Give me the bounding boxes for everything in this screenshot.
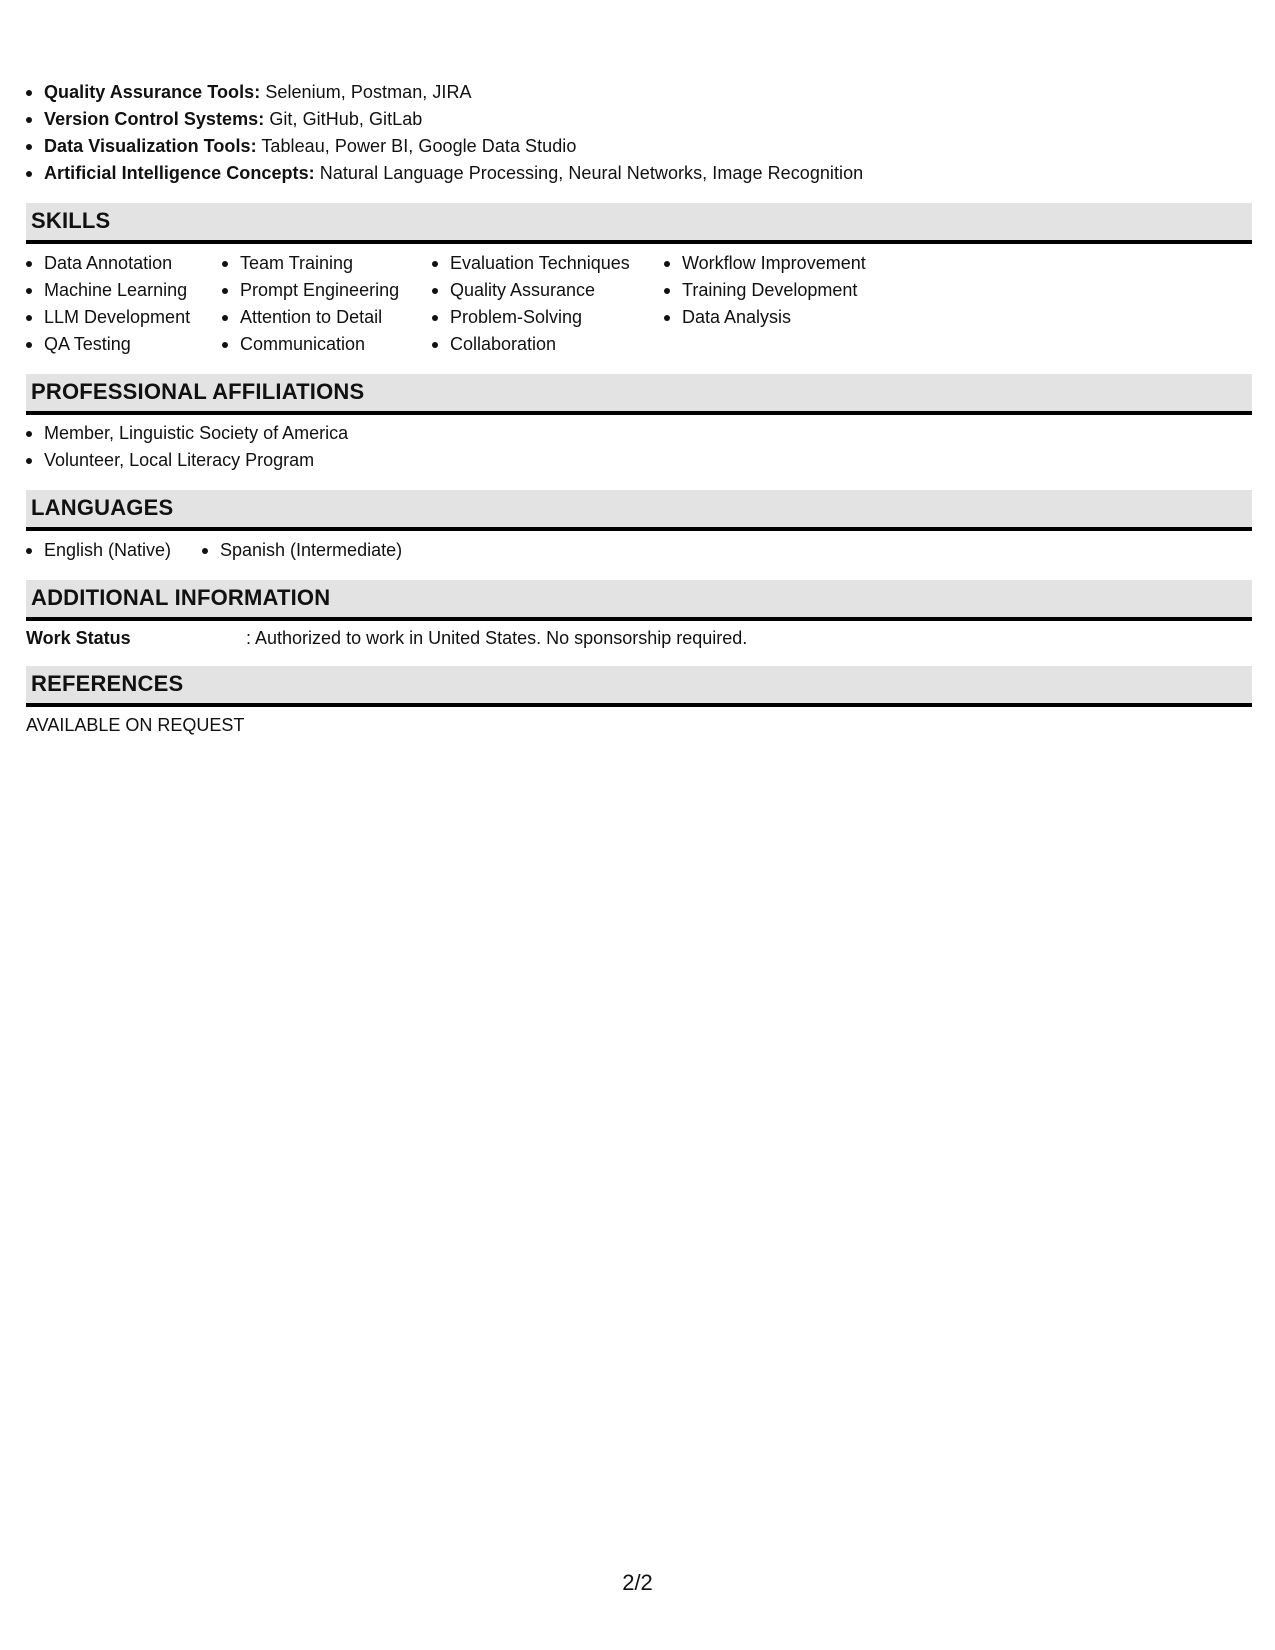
references-section-title: REFERENCES: [31, 671, 184, 696]
skill-item: Collaboration: [432, 331, 630, 358]
languages-section-header: [26, 490, 1252, 531]
tools-item: [26, 160, 863, 187]
skills-column: [222, 250, 399, 358]
references-text: AVAILABLE ON REQUEST: [26, 715, 245, 735]
tools-item: [26, 133, 863, 160]
tools-item-label: Version Control Systems:: [44, 109, 265, 129]
tools-item: [26, 106, 863, 133]
skill-item: Prompt Engineering: [222, 277, 399, 304]
skill-item: Data Annotation: [26, 250, 190, 277]
skills-column: [432, 250, 630, 358]
tools-item-label: Artificial Intelligence Concepts:: [44, 163, 315, 183]
skill-item: Attention to Detail: [222, 304, 399, 331]
skills-column: [26, 250, 190, 358]
affiliations-section-header: [26, 374, 1252, 415]
language-item: Spanish (Intermediate): [202, 537, 402, 564]
skills-column: [664, 250, 866, 331]
tools-item-value: Tableau, Power BI, Google Data Studio: [261, 136, 577, 156]
skills-section-title: SKILLS: [31, 208, 111, 233]
tools-item-value: Natural Language Processing, Neural Networks, Image Recognition: [319, 163, 864, 183]
affiliation-item: Member, Linguistic Society of America: [26, 420, 348, 447]
skill-item: Quality Assurance: [432, 277, 630, 304]
references-section-header: [26, 666, 1252, 707]
skill-item: Workflow Improvement: [664, 250, 866, 277]
additional-info-section-title: ADDITIONAL INFORMATION: [31, 585, 331, 610]
skill-item: Data Analysis: [664, 304, 866, 331]
skill-item: Training Development: [664, 277, 866, 304]
skill-item: Machine Learning: [26, 277, 190, 304]
tools-item: [26, 79, 863, 106]
tools-list: [26, 79, 863, 187]
tools-item-value: Git, GitHub, GitLab: [269, 109, 423, 129]
skill-item: Team Training: [222, 250, 399, 277]
skills-section-header: [26, 203, 1252, 244]
skill-item: LLM Development: [26, 304, 190, 331]
tools-item-value: Selenium, Postman, JIRA: [265, 82, 472, 102]
skill-item: QA Testing: [26, 331, 190, 358]
work-status-label: Work Status: [26, 628, 131, 648]
tools-item-label: Quality Assurance Tools:: [44, 82, 261, 102]
language-item: English (Native): [26, 537, 171, 564]
skill-item: Evaluation Techniques: [432, 250, 630, 277]
affiliation-item: Volunteer, Local Literacy Program: [26, 447, 348, 474]
work-status-value: : Authorized to work in United States. No sponsorship required.: [246, 628, 748, 648]
tools-item-label: Data Visualization Tools:: [44, 136, 257, 156]
languages-section-title: LANGUAGES: [31, 495, 174, 520]
skill-item: Communication: [222, 331, 399, 358]
skill-item: Problem-Solving: [432, 304, 630, 331]
affiliations-section-title: PROFESSIONAL AFFILIATIONS: [31, 379, 365, 404]
affiliations-list: [26, 420, 348, 474]
additional-info-section-header: [26, 580, 1252, 621]
work-status-row: [26, 625, 1252, 652]
page-number: 2/2: [622, 1570, 653, 1595]
